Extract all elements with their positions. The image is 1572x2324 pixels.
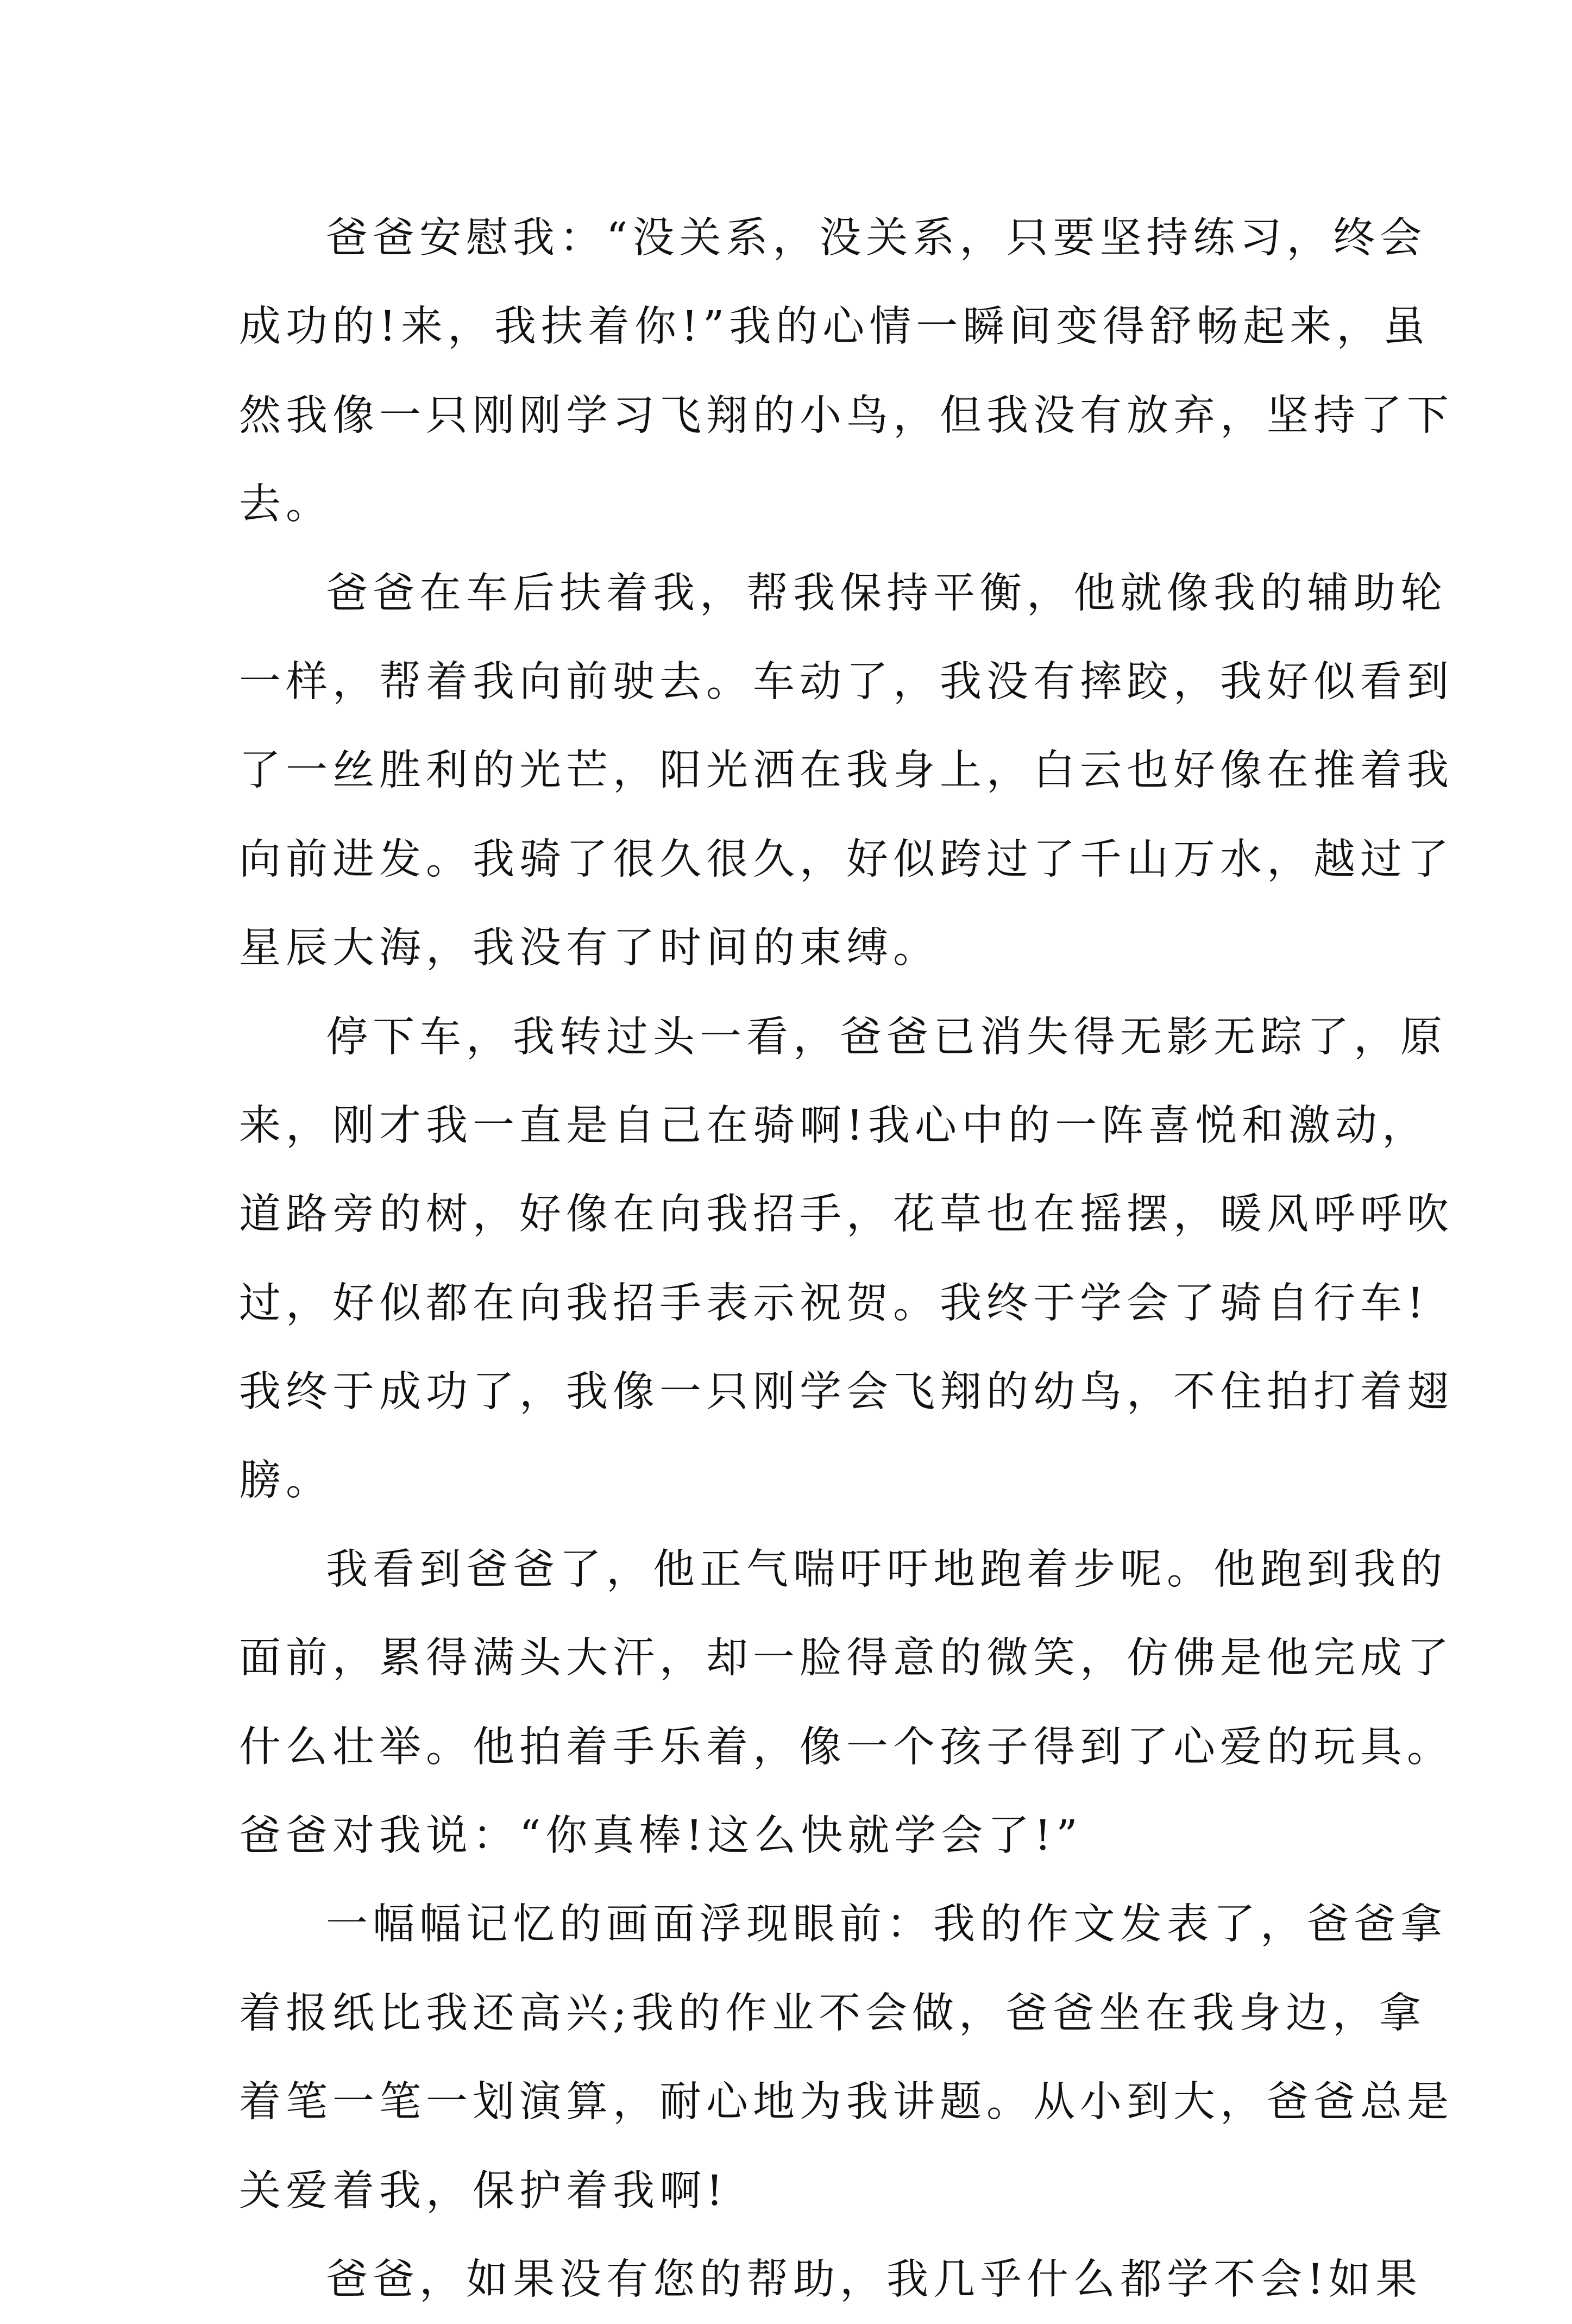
document-body — [239, 194, 1454, 2324]
text-line: 爸爸，如果没有您的帮助，我几乎什么都学不会!如果 — [326, 2255, 1422, 2304]
text-line: 爸爸对我说：“你真棒!这么快就学会了!” — [239, 1812, 1083, 1861]
text-line: 成功的!来，我扶着你!”我的心情一瞬间变得舒畅起来，虽 — [239, 303, 1430, 351]
text-line: 着报纸比我还高兴;我的作业不会做，爸爸坐在我身边，拿 — [239, 1989, 1426, 2038]
text-line: 道路旁的树，好像在向我招手，花草也在摇摆，暖风呼呼吹 — [239, 1190, 1454, 1239]
text-line: 去。 — [239, 480, 332, 529]
text-line: 关爱着我，保护着我啊! — [239, 2166, 728, 2215]
text-line: 过，好似都在向我招手表示祝贺。我终于学会了骑自行车! — [239, 1279, 1429, 1328]
text-line: 星辰大海，我没有了时间的束缚。 — [239, 924, 940, 973]
text-line: 来，刚才我一直是自己在骑啊!我心中的一阵喜悦和激动， — [239, 1101, 1429, 1150]
text-line: 一幅幅记忆的画面浮现眼前：我的作文发表了，爸爸拿 — [326, 1900, 1447, 1949]
text-line: 一样，帮着我向前驶去。车动了，我没有摔跤，我好似看到 — [239, 657, 1454, 706]
text-line: 什么壮举。他拍着手乐着，像一个孩子得到了心爱的玩具。 — [239, 1723, 1454, 1772]
text-line: 我终于成功了，我像一只刚学会飞翔的幼鸟，不住拍打着翅 — [239, 1368, 1454, 1417]
text-line: 面前，累得满头大汗，却一脸得意的微笑，仿佛是他完成了 — [239, 1634, 1454, 1683]
text-line: 膀。 — [239, 1456, 332, 1505]
text-line: 爸爸在车后扶着我，帮我保持平衡，他就像我的辅助轮 — [326, 569, 1447, 618]
text-line: 爸爸安慰我：“没关系，没关系，只要坚持练习，终会 — [326, 214, 1427, 262]
text-line: 了一丝胜利的光芒，阳光洒在我身上，白云也好像在推着我 — [239, 746, 1454, 795]
text-line: 着笔一笔一划演算，耐心地为我讲题。从小到大，爸爸总是 — [239, 2078, 1454, 2127]
text-line: 我看到爸爸了，他正气喘吁吁地跑着步呢。他跑到我的 — [326, 1545, 1447, 1594]
text-line: 停下车，我转过头一看，爸爸已消失得无影无踪了，原 — [326, 1013, 1447, 1061]
text-line: 然我像一只刚刚学习飞翔的小鸟，但我没有放弃，坚持了下 — [239, 391, 1454, 440]
text-line: 向前进发。我骑了很久很久，好似跨过了千山万水，越过了 — [239, 835, 1454, 884]
